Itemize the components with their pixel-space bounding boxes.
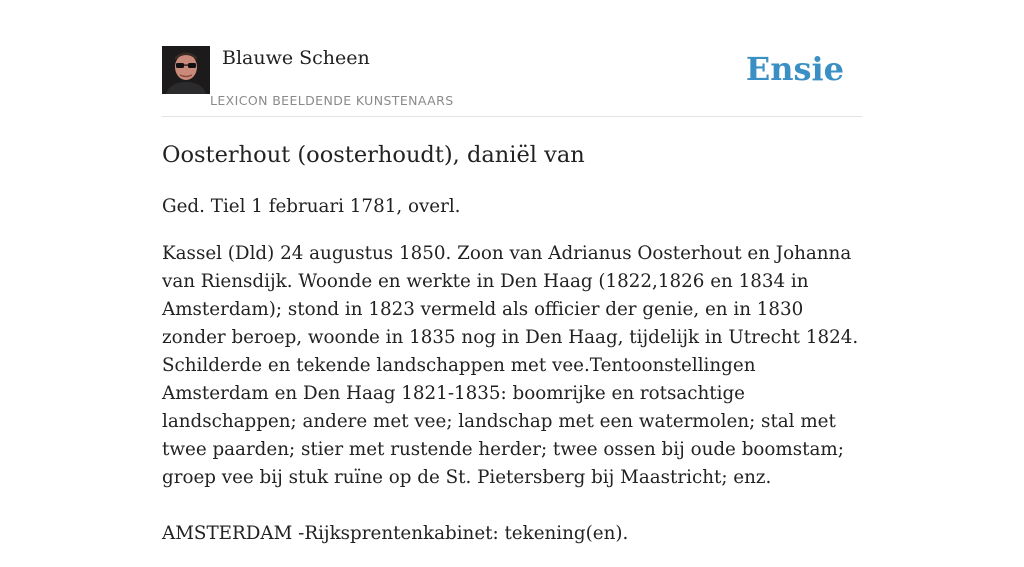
avatar[interactable] bbox=[162, 46, 210, 94]
article-body bbox=[162, 193, 867, 567]
collection-label[interactable]: LEXICON BEELDENDE KUNSTENAARS bbox=[210, 93, 454, 108]
article-header bbox=[162, 46, 862, 117]
brand-logo[interactable]: Ensie bbox=[745, 50, 844, 88]
article-lead: Ged. Tiel 1 februari 1781, overl. bbox=[162, 196, 461, 217]
author-photo-icon bbox=[162, 46, 210, 94]
article-paragraph: Kassel (Dld) 24 augustus 1850. Zoon van Adrianus Oosterhout en Johanna van Riensdijk. Woonde en werkte in Den Haag (1822,1826 en 1834 in Amsterdam); stond in 1823 vermeld als officier der genie, en in 1830 zonder beroep, woonde in 1835 nog in Den Haag, tijdelijk in Utrecht 1824. Schilderde en tekende landschappen met vee.Tentoonstellingen Amsterdam en Den Haag 1821-1835: boomrijke en rotsachtige landschappen; andere met vee; landschap met een watermolen; stal met twee paarden; stier met rustende herder; twee ossen bij oude boomstam; groep vee bij stuk ruïne op de St. Pietersberg bij Maastricht; enz. bbox=[162, 243, 859, 488]
article-title: Oosterhout (oosterhoudt), daniël van bbox=[162, 142, 585, 168]
author-name[interactable]: Blauwe Scheen bbox=[222, 47, 370, 69]
article-collections: AMSTERDAM -Rijksprentenkabinet: tekening(en). bbox=[162, 523, 629, 544]
